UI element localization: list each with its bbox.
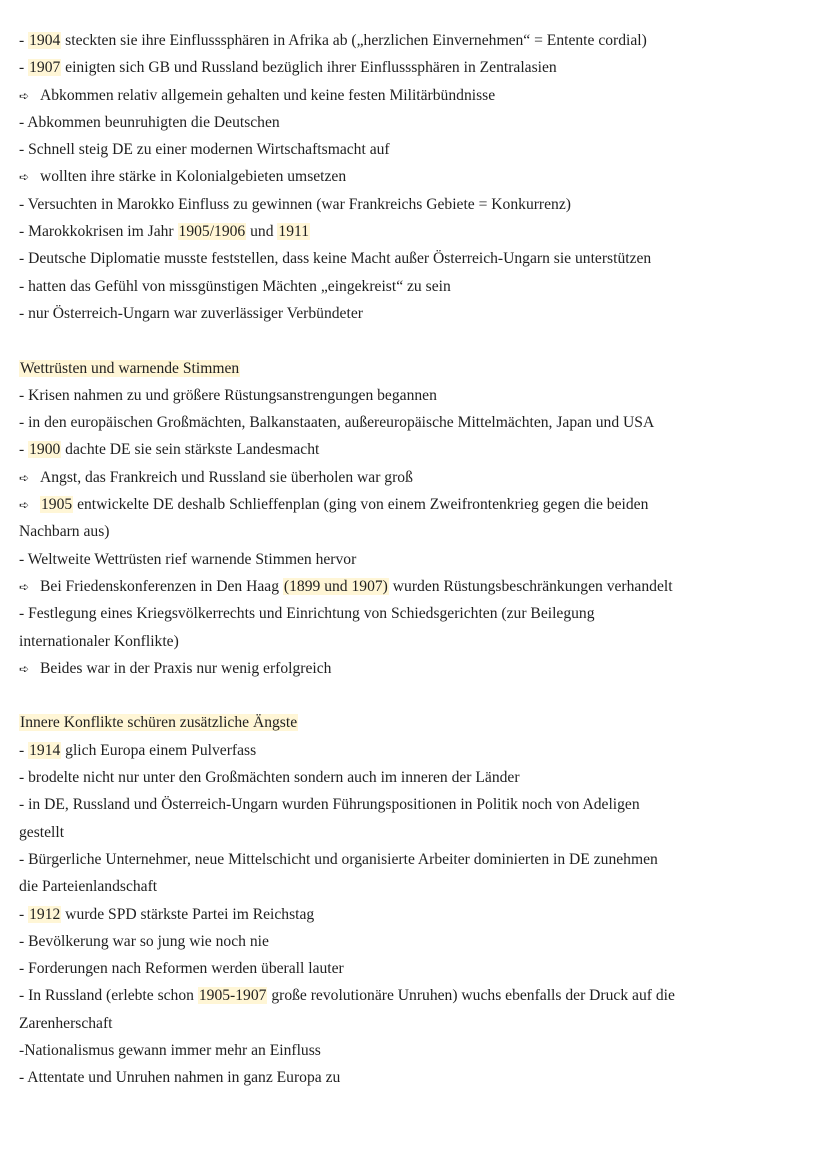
highlighted-text: 1911: [278, 223, 310, 241]
line-text: steckten sie ihre Einflusssphären in Afrika ab („herzlichen Einvernehmen“ = Entente cordial): [61, 32, 647, 49]
text-line: [19, 873, 811, 900]
line-text: - Deutsche Diplomatie musste feststellen, dass keine Macht außer Österreich-Ungarn sie unterstützen: [19, 250, 652, 268]
arrow-bullet-line: [19, 573, 811, 600]
text-line: [19, 436, 811, 463]
text-line: [19, 245, 811, 272]
line-text: internationaler Konflikte): [19, 632, 179, 650]
text-line: [19, 1037, 811, 1064]
text-line: [19, 546, 811, 573]
text-line: [19, 928, 811, 955]
line-text: - in DE, Russland und Österreich-Ungarn wurden Führungspositionen in Politik noch von Adeligen: [19, 796, 640, 814]
line-text: - Schnell steig DE zu einer modernen Wirtschaftsmacht auf: [19, 141, 390, 159]
text-line: [19, 764, 811, 791]
arrow-bullet-line: [19, 464, 811, 491]
highlighted-text: 1907: [29, 59, 61, 77]
text-line: [19, 382, 811, 409]
line-text: wurden Rüstungsbeschränkungen verhandelt: [388, 577, 673, 595]
line-text: und: [246, 223, 278, 241]
line-text: dachte DE sie sein stärkste Landesmacht: [61, 441, 320, 459]
text-line: [19, 136, 811, 163]
arrow-right-icon: ➪: [19, 170, 30, 185]
text-line: [19, 273, 811, 300]
line-text: - Versuchten in Marokko Einfluss zu gewinnen (war Frankreichs Gebiete = Konkurrenz): [19, 195, 571, 213]
text-line: [19, 982, 811, 1009]
line-text: - Abkommen beunruhigten die Deutschen: [19, 113, 280, 131]
blank-line: [19, 327, 811, 354]
line-text: - hatten das Gefühl von missgünstigen Mächten „eingekreist“ zu sein: [19, 277, 451, 295]
text-line: [19, 109, 811, 136]
highlighted-text: 1912: [29, 905, 61, 923]
highlighted-text: 1905-1907: [198, 987, 267, 1005]
text-line: [19, 737, 811, 764]
line-text: -: [19, 905, 29, 923]
line-text: - Attentate und Unruhen nahmen in ganz Europa zu: [19, 1069, 341, 1087]
line-text: Abkommen relativ allgemein gehalten und keine festen Militärbündnisse: [40, 86, 496, 104]
line-text: Beides war in der Praxis nur wenig erfolgreich: [40, 659, 332, 677]
line-text: einigten sich GB und Russland bezüglich ihrer Einflusssphären in Zentralasien: [61, 59, 557, 77]
text-line: [19, 409, 811, 436]
text-line: [19, 901, 811, 928]
line-text: -: [19, 441, 29, 459]
text-line: [19, 600, 811, 627]
line-text: Bei Friedenskonferenzen in Den Haag: [40, 577, 283, 595]
highlighted-text: 1900: [29, 441, 61, 459]
text-line: [19, 1010, 811, 1037]
highlighted-text: (1899 und 1907): [283, 577, 388, 595]
line-text: Zarenherschaft: [19, 1014, 113, 1032]
highlighted-text: Wettrüsten und warnende Stimmen: [20, 359, 240, 377]
text-line: [19, 518, 811, 545]
line-text: -Nationalismus gewann immer mehr an Einfluss: [19, 1041, 321, 1059]
line-text: - Krisen nahmen zu und größere Rüstungsanstrengungen begannen: [19, 386, 437, 404]
line-text: große revolutionäre Unruhen) wuchs ebenfalls der Druck auf die: [267, 987, 675, 1005]
text-line: [19, 955, 811, 982]
text-line: [19, 1064, 811, 1091]
arrow-bullet-line: [19, 655, 811, 682]
line-text: entwickelte DE deshalb Schlieffenplan (ging von einem Zweifrontenkrieg gegen die beiden: [73, 496, 649, 514]
text-line: [19, 791, 811, 818]
arrow-bullet-line: [19, 491, 811, 518]
line-text: Angst, das Frankreich und Russland sie überholen war groß: [40, 468, 413, 486]
text-line: [19, 846, 811, 873]
line-text: - in den europäischen Großmächten, Balkanstaaten, außereuropäische Mittelmächten, Japan und USA: [19, 414, 655, 432]
line-text: - Bürgerliche Unternehmer, neue Mittelschicht und organisierte Arbeiter dominierten in DE zunehmen: [19, 850, 658, 868]
text-line: [19, 300, 811, 327]
text-line: [19, 819, 811, 846]
arrow-right-icon: ➪: [19, 498, 30, 513]
line-text: wollten ihre stärke in Kolonialgebieten umsetzen: [40, 168, 347, 186]
text-line: [19, 628, 811, 655]
line-text: -: [19, 59, 29, 77]
highlighted-text: 1905/1906: [178, 223, 246, 241]
section-heading: [19, 709, 811, 736]
line-text: die Parteienlandschaft: [19, 878, 158, 896]
arrow-right-icon: ➪: [19, 470, 30, 485]
arrow-right-icon: ➪: [19, 88, 30, 103]
highlighted-text: 1905: [41, 496, 73, 514]
line-text: -: [19, 32, 29, 49]
line-text: -: [19, 741, 29, 759]
arrow-bullet-line: [19, 82, 811, 109]
line-text: Nachbarn aus): [19, 523, 110, 541]
line-text: wurde SPD stärkste Partei im Reichstag: [61, 905, 315, 923]
line-text: - nur Österreich-Ungarn war zuverlässiger Verbündeter: [19, 304, 363, 322]
highlighted-text: 1914: [29, 741, 61, 759]
line-text: - Bevölkerung war so jung wie noch nie: [19, 932, 269, 950]
line-text: gestellt: [19, 823, 65, 841]
line-text: - Weltweite Wettrüsten rief warnende Stimmen hervor: [19, 550, 357, 568]
line-text: - Forderungen nach Reformen werden überall lauter: [19, 960, 344, 978]
arrow-right-icon: ➪: [19, 661, 30, 676]
line-text: - Marokkokrisen im Jahr: [19, 223, 178, 241]
line-text: - In Russland (erlebte schon: [19, 987, 198, 1005]
text-line: [19, 54, 811, 81]
section-heading: [19, 355, 811, 382]
highlighted-text: Innere Konflikte schüren zusätzliche Ängste: [20, 714, 298, 732]
line-text: - brodelte nicht nur unter den Großmächten sondern auch im inneren der Länder: [19, 769, 520, 787]
arrow-bullet-line: [19, 163, 811, 190]
document-content: [19, 27, 811, 1092]
line-text: - Festlegung eines Kriegsvölkerrechts und Einrichtung von Schiedsgerichten (zur Beilegung: [19, 605, 595, 623]
text-line: [19, 218, 811, 245]
text-line: [19, 191, 811, 218]
line-text: glich Europa einem Pulverfass: [61, 741, 257, 759]
highlighted-text: 1904: [29, 32, 61, 49]
blank-line: [19, 682, 811, 709]
text-line: [19, 27, 811, 54]
arrow-right-icon: ➪: [19, 579, 30, 594]
